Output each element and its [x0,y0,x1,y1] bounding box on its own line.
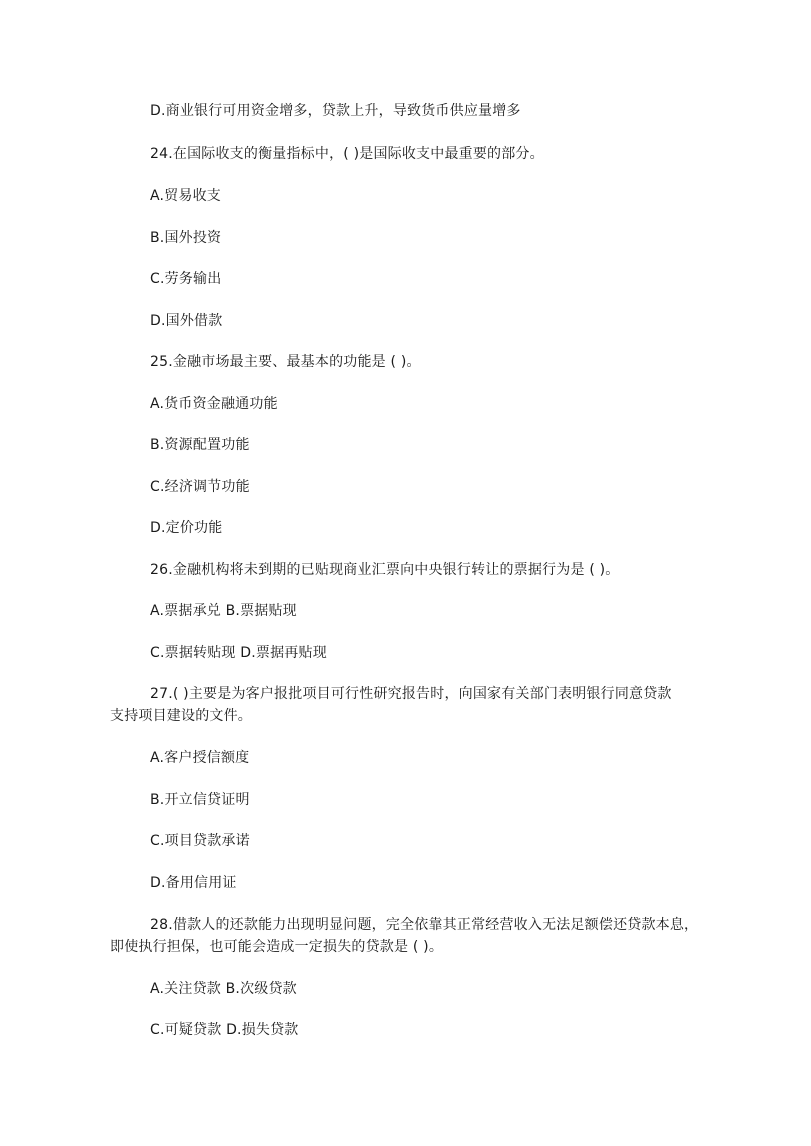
option-d-q24: D.国外借款 [150,313,223,329]
option-b-q25: B.资源配置功能 [150,437,250,453]
option-d-q27: D.备用信用证 [150,875,237,891]
question-26: 26.金融机构将未到期的已贴现商业汇票向中央银行转让的票据行为是 ( )。 [150,562,620,578]
question-28-line-1: 28.借款人的还款能力出现明显问题，完全依靠其正常经营收入无法足额偿还贷款本息， [150,917,699,933]
option-c-q25: C.经济调节功能 [150,479,250,495]
option-c-q24: C.劳务输出 [150,271,222,287]
option-a-q27: A.客户授信额度 [150,750,250,766]
option-d-q25: D.定价功能 [150,520,223,536]
question-27-line-2: 支持项目建设的文件。 [110,708,252,724]
options-ab-q28: A.关注贷款 B.次级贷款 [150,981,297,997]
options-ab-q26: A.票据承兑 B.票据贴现 [150,603,297,619]
question-25: 25.金融市场最主要、最基本的功能是 ( )。 [150,354,421,370]
options-cd-q28: C.可疑贷款 D.损失贷款 [150,1022,299,1038]
option-d-q23: D.商业银行可用资金增多，贷款上升，导致货币供应量增多 [150,103,521,119]
option-c-q27: C.项目贷款承诺 [150,833,250,849]
options-cd-q26: C.票据转贴现 D.票据再贴现 [150,645,327,661]
option-a-q24: A.贸易收支 [150,188,221,204]
option-a-q25: A.货币资金融通功能 [150,396,278,412]
option-b-q24: B.国外投资 [150,230,222,246]
question-27-line-1: 27.( )主要是为客户报批项目可行性研究报告时，向国家有关部门表明银行同意贷款 [150,686,672,702]
question-24: 24.在国际收支的衡量指标中，( )是国际收支中最重要的部分。 [150,146,544,162]
option-b-q27: B.开立信贷证明 [150,792,250,808]
question-28-line-2: 即使执行担保，也可能会造成一定损失的贷款是 ( )。 [110,939,444,955]
